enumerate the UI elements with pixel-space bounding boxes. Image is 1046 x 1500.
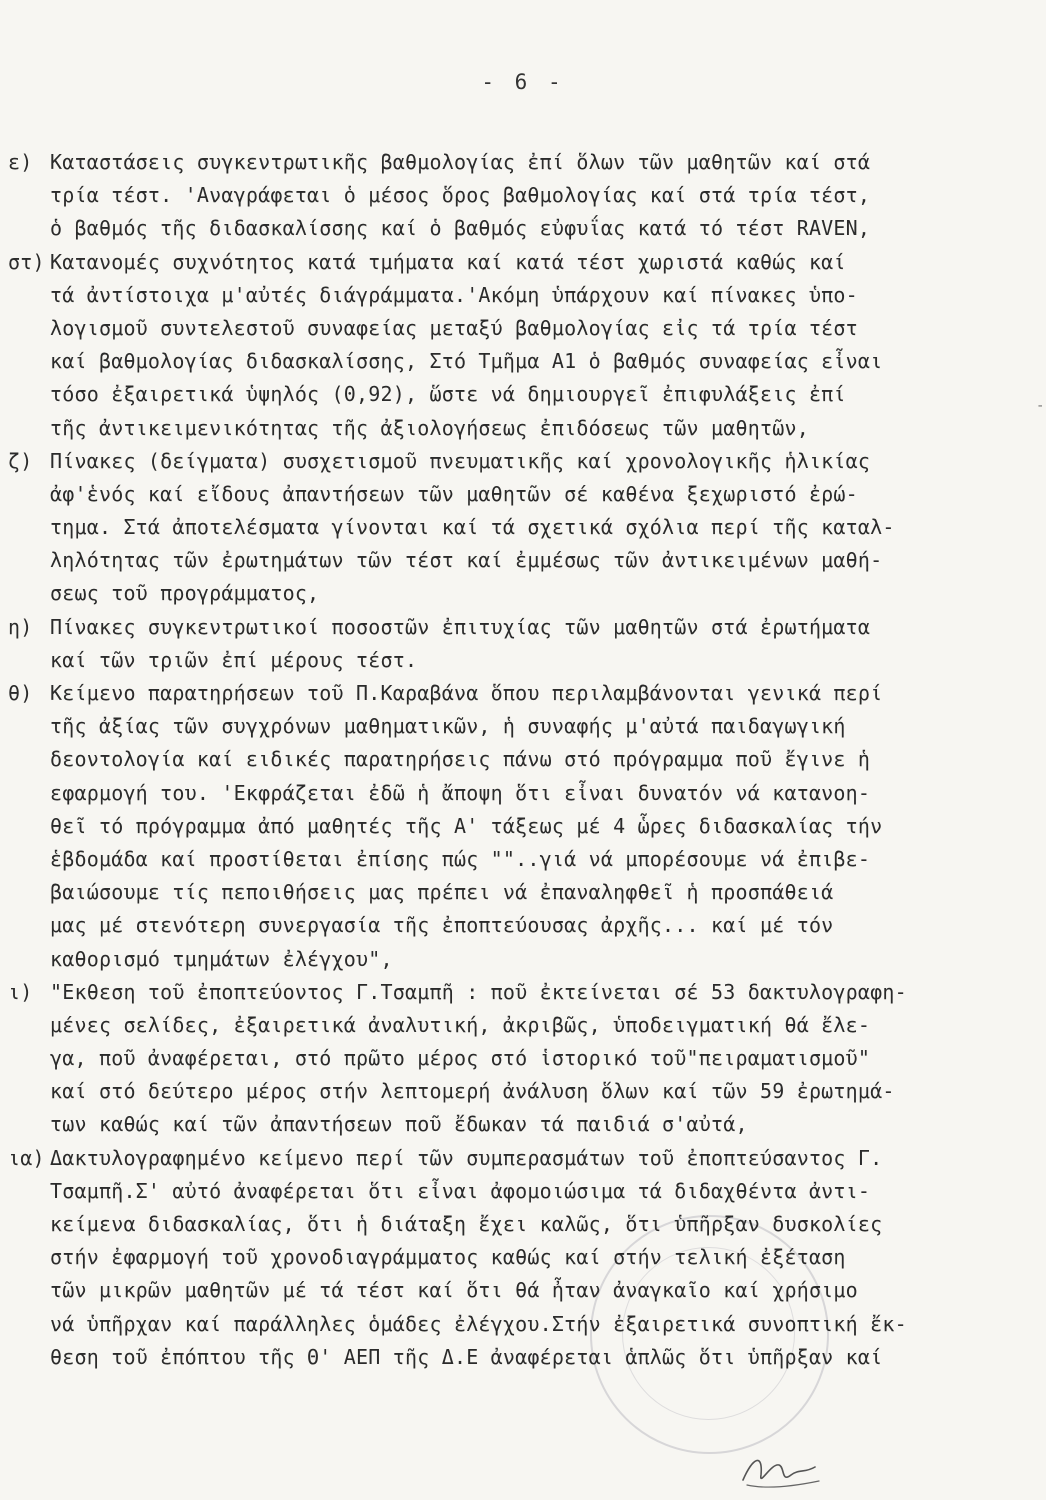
line-text: στήν ἐφαρμογή τοῦ χρονοδιαγράμματος καθώς καί στήν τελική ἐξέταση bbox=[50, 1245, 846, 1270]
signature-mark bbox=[735, 1445, 825, 1495]
text-line bbox=[8, 577, 1038, 610]
text-line bbox=[8, 1175, 1038, 1208]
text-line bbox=[8, 1108, 1038, 1141]
text-line bbox=[8, 810, 1038, 843]
page-number: - 6 - bbox=[481, 70, 565, 94]
text-line bbox=[8, 1009, 1038, 1042]
text-line bbox=[8, 246, 1038, 279]
text-line bbox=[8, 876, 1038, 909]
line-text: γα, ποῦ ἀναφέρεται, στό πρῶτο μέρος στό ἱστορικό τοῦ"πειραματισμοῦ" bbox=[50, 1046, 871, 1071]
text-line bbox=[8, 1274, 1038, 1307]
text-line bbox=[8, 644, 1038, 677]
margin-mark: - bbox=[1036, 398, 1045, 414]
text-line bbox=[8, 611, 1038, 644]
line-text: τῶν μικρῶν μαθητῶν μέ τά τέστ καί ὅτι θά ἦταν ἀναγκαῖο καί χρήσιμο bbox=[50, 1278, 858, 1303]
text-line bbox=[8, 1241, 1038, 1274]
line-text: μας μέ στενότερη συνεργασία τῆς ἐποπτεύουσας ἀρχῆς... καί μέ τόν bbox=[50, 913, 834, 938]
text-line bbox=[8, 1208, 1038, 1241]
line-text: θεση τοῦ ἐπόπτου τῆς Θ' ΑΕΠ τῆς Δ.Ε ἀναφέρεται ἁπλῶς ὅτι ὑπῆρξαν καί bbox=[50, 1344, 883, 1369]
text-line bbox=[8, 743, 1038, 776]
text-line bbox=[8, 179, 1038, 212]
line-text: Πίνακες (δείγματα) συσχετισμοῦ πνευματικῆς καί χρονολογικῆς ἡλικίας bbox=[50, 448, 871, 473]
line-text: δεοντολογία καί ειδικές παρατηρήσεις πάνω στό πρόγραμμα ποῦ ἔγινε ἡ bbox=[50, 747, 871, 772]
line-text: Κείμενο παρατηρήσεων τοῦ Π.Καραβάνα ὅπου περιλαμβάνονται γενικά περί bbox=[50, 681, 883, 705]
line-text: καί τῶν τριῶν ἐπί μέρους τέστ. bbox=[50, 647, 418, 672]
text-line bbox=[8, 544, 1038, 577]
text-line bbox=[8, 843, 1038, 876]
line-text: τῆς ἀντικειμενικότητας τῆς ἀξιολογήσεως ἐπιδόσεως τῶν μαθητῶν, bbox=[50, 415, 809, 440]
text-line bbox=[8, 378, 1038, 411]
line-text: ἑβδομάδα καί προστίθεται ἐπίσης πώς ""..γιά νά μπορέσουμε νά ἐπιβε- bbox=[50, 846, 871, 871]
line-text: τημα. Στά ἀποτελέσματα γίνονται καί τά σχετικά σχόλια περί τῆς καταλ- bbox=[50, 515, 895, 540]
list-marker: ια) bbox=[8, 1145, 45, 1170]
line-text: των καθώς καί τῶν ἀπαντήσεων ποῦ ἔδωκαν τά παιδιά σ'αὐτά, bbox=[50, 1112, 748, 1137]
line-text: ἀφ'ἑνός καί εἴδους ἀπαντήσεων τῶν μαθητῶν σέ καθένα ξεχωριστό ἐρώ- bbox=[50, 481, 858, 506]
line-text: Κατανομές συχνότητος κατά τμήματα καί κατά τέστ χωριστά καθώς καί bbox=[50, 249, 846, 274]
line-text: κείμενα διδασκαλίας, ὅτι ἡ διάταξη ἔχει καλῶς, ὅτι ὑπῆρξαν δυσκολίες bbox=[50, 1212, 883, 1236]
text-line bbox=[8, 710, 1038, 743]
line-text: Δακτυλογραφημένο κείμενο περί τῶν συμπερασμάτων τοῦ ἐποπτεύσαντος Γ. bbox=[50, 1145, 883, 1170]
text-line bbox=[8, 1341, 1038, 1374]
list-marker: θ) bbox=[8, 681, 33, 705]
text-line bbox=[8, 909, 1038, 942]
line-text: Πίνακες συγκεντρωτικοί ποσοστῶν ἐπιτυχίας τῶν μαθητῶν στά ἐρωτήματα bbox=[50, 614, 871, 639]
line-text: ληλότητας τῶν ἐρωτημάτων τῶν τέστ καί ἐμμέσως τῶν ἀντικειμένων μαθή- bbox=[50, 548, 883, 573]
text-line bbox=[8, 312, 1038, 345]
line-text: τά ἀντίστοιχα μ'αὐτές διάγράμματα.'Ακόμη ὑπάρχουν καί πίνακες ὑπο- bbox=[50, 282, 858, 307]
line-text: τῆς ἀξίας τῶν συγχρόνων μαθηματικῶν, ἡ συναφής μ'αὐτά παιδαγωγική bbox=[50, 714, 846, 739]
text-line bbox=[8, 1075, 1038, 1108]
text-line bbox=[8, 1308, 1038, 1341]
text-line bbox=[8, 445, 1038, 478]
line-text: νά ὑπῆρχαν καί παράλληλες ὁμάδες ἐλέγχου.Στήν ἐξαιρετικά συνοπτική ἔκ- bbox=[50, 1311, 907, 1336]
text-line bbox=[8, 777, 1038, 810]
line-text: τρία τέστ. 'Αναγράφεται ὁ μέσος ὅρος βαθμολογίας καί στά τρία τέστ, bbox=[50, 183, 871, 208]
text-line bbox=[8, 511, 1038, 544]
body-text bbox=[8, 146, 1038, 1374]
text-line bbox=[8, 279, 1038, 312]
line-text: σεως τοῦ προγράμματος, bbox=[50, 581, 320, 606]
line-text: εφαρμογή του. 'Εκφράζεται ἐδῶ ἡ ἄποψη ὅτι εἶναι δυνατόν νά κατανοη- bbox=[50, 780, 871, 805]
text-line bbox=[8, 146, 1038, 179]
list-marker: η) bbox=[8, 614, 33, 639]
line-text: καί βαθμολογίας διδασκαλίσσης, Στό Τμῆμα Α1 ὁ βαθμός συναφείας εἶναι bbox=[50, 349, 883, 374]
list-marker: στ) bbox=[8, 249, 45, 274]
line-text: καθορισμό τμημάτων ἐλέγχου", bbox=[50, 946, 393, 971]
line-text: ὁ βαθμός τῆς διδασκαλίσσης καί ὁ βαθμός εὐφυΐας κατά τό τέστ RAVEN, bbox=[50, 216, 871, 241]
text-line bbox=[8, 1142, 1038, 1175]
line-text: τόσο ἐξαιρετικά ὑψηλός (0,92), ὥστε νά δημιουργεῖ ἐπιφυλάξεις ἐπί bbox=[50, 382, 846, 407]
text-line bbox=[8, 677, 1038, 710]
line-text: Τσαμπῆ.Σ' αὐτό ἀναφέρεται ὅτι εἶναι ἀφομοιώσιμα τά διδαχθέντα ἀντι- bbox=[50, 1178, 871, 1203]
text-line bbox=[8, 345, 1038, 378]
line-text: "Εκθεση τοῦ ἐποπτεύοντος Γ.Τσαμπῆ : ποῦ ἐκτείνεται σέ 53 δακτυλογραφη- bbox=[50, 979, 907, 1004]
list-marker: ζ) bbox=[8, 448, 33, 473]
line-text: λογισμοῦ συντελεστοῦ συναφείας μεταξύ βαθμολογίας εἰς τά τρία τέστ bbox=[50, 315, 858, 340]
text-line bbox=[8, 478, 1038, 511]
list-marker: ι) bbox=[8, 979, 33, 1004]
line-text: βαιώσουμε τίς πεποιθήσεις μας πρέπει νά ἐπαναληφθεῖ ἡ προσπάθειά bbox=[50, 880, 834, 905]
line-text: μένες σελίδες, ἐξαιρετικά ἀναλυτική, ἀκριβῶς, ὑποδειγματική θά ἔλε- bbox=[50, 1012, 871, 1037]
line-text: Καταστάσεις συγκεντρωτικῆς βαθμολογίας ἐπί ὅλων τῶν μαθητῶν καί στά bbox=[50, 150, 871, 174]
text-line bbox=[8, 412, 1038, 445]
text-line bbox=[8, 1042, 1038, 1075]
line-text: καί στό δεύτερο μέρος στήν λεπτομερή ἀνάλυση ὅλων καί τῶν 59 ἐρωτημά- bbox=[50, 1079, 895, 1104]
list-marker: ε) bbox=[8, 150, 33, 174]
text-line bbox=[8, 976, 1038, 1009]
text-line bbox=[8, 943, 1038, 976]
line-text: θεῖ τό πρόγραμμα ἀπό μαθητές τῆς Α' τάξεως μέ 4 ὧρες διδασκαλίας τήν bbox=[50, 813, 883, 838]
text-line bbox=[8, 212, 1038, 245]
